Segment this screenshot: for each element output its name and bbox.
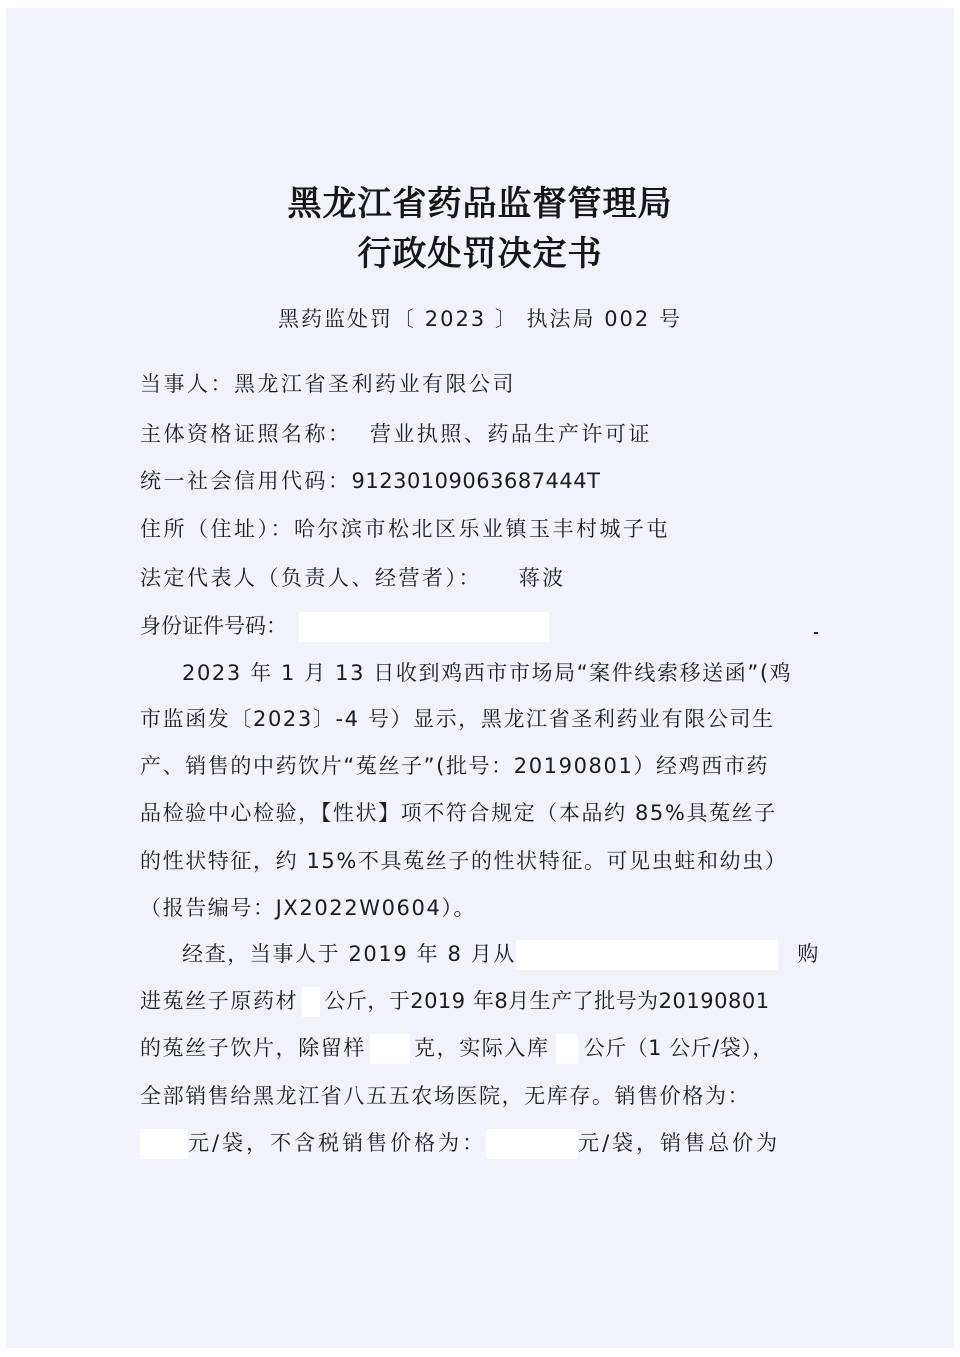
redacted-quantity [302,987,320,1017]
paragraph-1-line-6: （报告编号：JX2022W0604）。 [140,896,477,920]
credit-code-label: 统一社会信用代码： [140,469,352,493]
p2-l5-text-b: 元/袋，销售总价为 [578,1131,781,1155]
redacted-id-number [299,612,549,642]
legal-rep-label: 法定代表人（负责人、经营者）： [140,566,482,590]
paragraph-1-line-3: 产、销售的中药饮片“菟丝子”(批号：20190801）经鸡西市药 [140,754,770,778]
redacted-stock-qty [556,1034,578,1064]
address-value: 哈尔滨市松北区乐业镇玉丰村城子屯 [294,517,670,541]
p2-l1-text: 经查，当事人于 2019 年 8 月从 [182,942,516,966]
document-type-title: 行政处罚决定书 [357,234,603,274]
redacted-supplier [516,940,778,970]
license-line [140,418,652,448]
paragraph-2-line-3 [140,1032,820,1064]
address-line [140,513,670,543]
id-line [140,610,549,642]
paragraph-2-line-1 [140,938,820,970]
redacted-pretax-price [486,1129,578,1159]
p2-l3-text-c: 公斤（1 公斤/袋）， [583,1036,774,1060]
credit-code-line [140,465,600,495]
redacted-price [140,1129,188,1159]
id-label: 身份证件号码： [140,614,287,638]
credit-code-value: 91230109063687444T [351,469,601,493]
license-value: 营业执照、药品生产许可证 [369,422,652,446]
p2-l2-text-b: 公斤，于2019 年8月生产了批号为20190801 [324,989,770,1013]
p2-l1-end: 购 [797,942,820,966]
legal-rep-value: 蒋波 [518,566,566,590]
legal-rep-line [140,562,566,592]
paragraph-1-line-5: 的性状特征，约 15%不具菟丝子的性状特征。可见虫蛀和幼虫） [140,849,788,873]
p2-l2-text: 进菟丝子原药材 [140,989,299,1013]
paragraph-1-line-2: 市监函发〔2023〕-4 号）显示，黑龙江省圣利药业有限公司生 [140,707,775,731]
p2-l3-text-b: 克，实际入库 [414,1036,550,1060]
party-label: 当事人： [140,372,234,396]
stray-mark [814,632,818,634]
paragraph-1-line-1: 2023 年 1 月 13 日收到鸡西市市场局“案件线索移送函”(鸡 [182,661,793,685]
address-label: 住所（住址）： [140,517,294,541]
redacted-sample-weight [370,1034,410,1064]
p2-l3-text: 的菟丝子饮片，除留样 [140,1036,366,1060]
paragraph-2-line-4: 全部销售给黑龙江省八五五农场医院，无库存。销售价格为： [140,1084,751,1108]
paragraph-1-line-4: 品检验中心检验，【性状】项不符合规定（本品约 85%具菟丝子 [140,801,777,825]
agency-title: 黑龙江省药品监督管理局 [287,184,673,224]
party-value: 黑龙江省圣利药业有限公司 [234,372,516,396]
party-line [140,368,516,398]
paragraph-2-line-2 [140,985,820,1017]
license-label: 主体资格证照名称： [140,422,352,446]
p2-l5-text: 元/袋，不含税销售价格为： [188,1131,487,1155]
paragraph-2-line-5 [140,1127,820,1159]
document-number: 黑药监处罚〔 2023 〕 执法局 002 号 [278,307,682,331]
